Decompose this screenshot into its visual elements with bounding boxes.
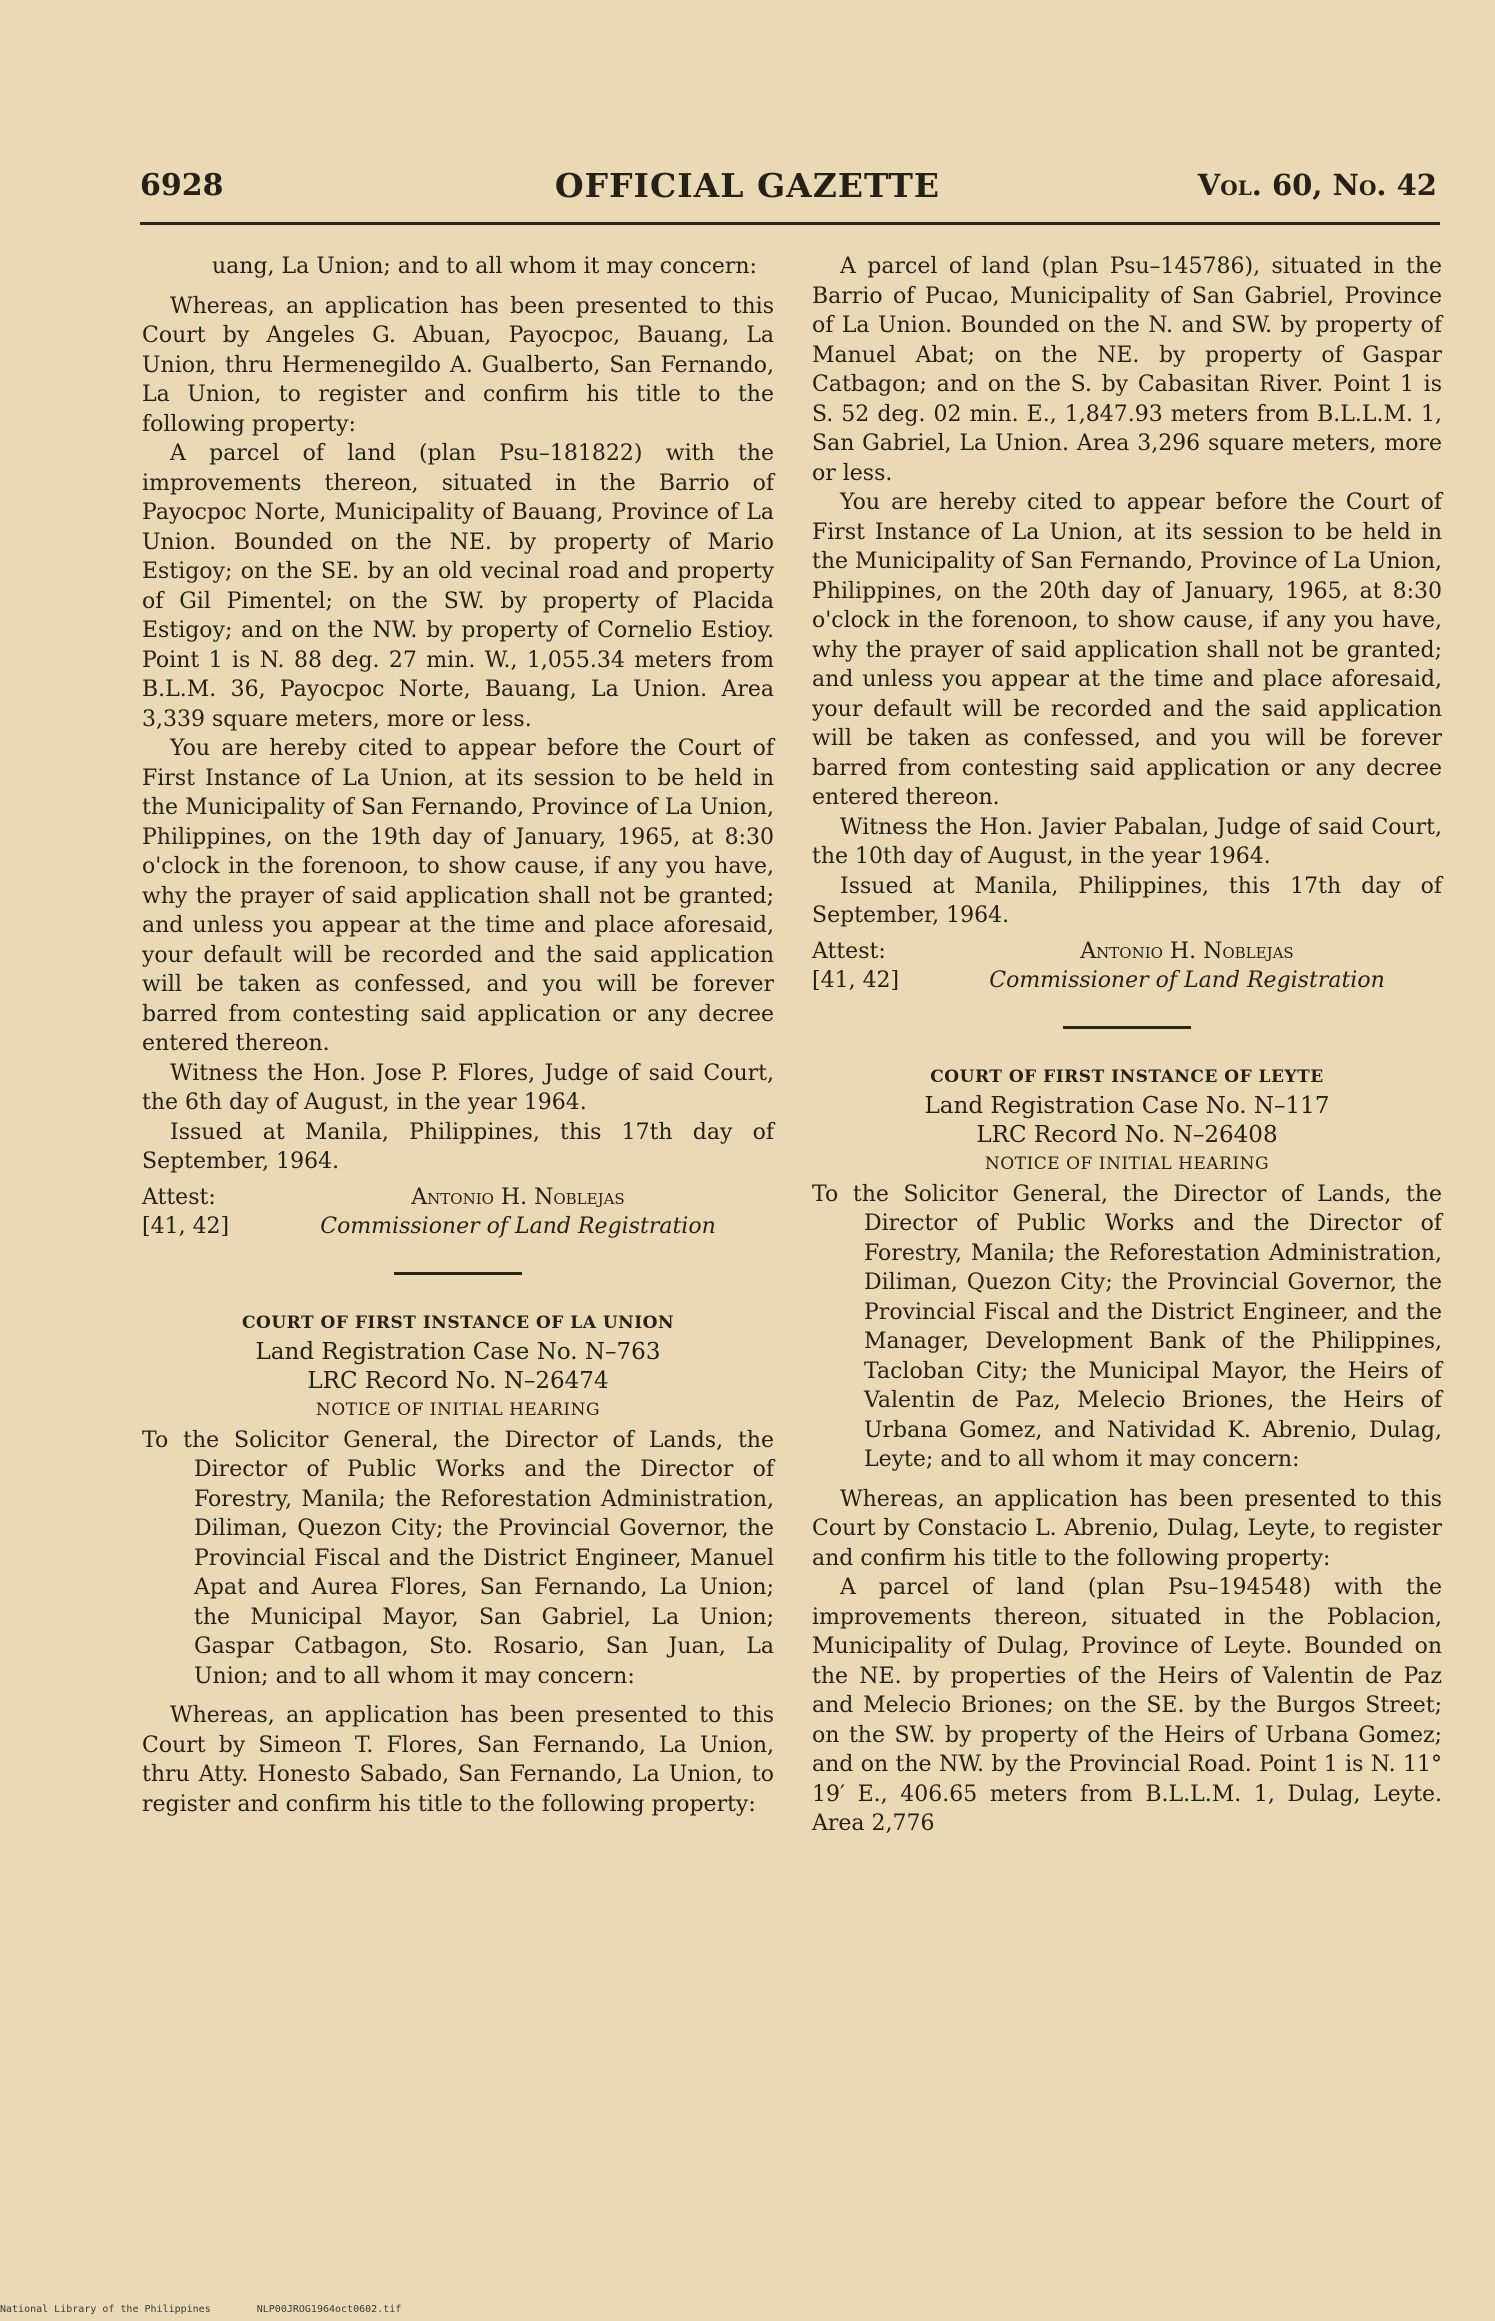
paragraph: Issued at Manila, Philippines, this 17th day of September, 1964. [812, 873, 1442, 928]
section-divider [394, 1272, 522, 1275]
paragraph: Whereas, an application has been presented to this Court by Constacio L. Abrenio, Dulag, Leyte, to register and confirm his title to the following property: [812, 1486, 1442, 1571]
record-number: LRC Record No. N–26474 [307, 1368, 609, 1394]
file-name: NLP00JROG1964oct0602.tif [256, 2304, 402, 2315]
section-divider [1063, 1026, 1191, 1029]
page-number: 6928 [140, 168, 224, 203]
left-column [142, 252, 774, 1819]
attest-label: Attest: [812, 938, 886, 964]
volume-issue: Vol. 60, No. 42 [1197, 168, 1437, 202]
addressees: To the Solicitor General, the Director of Lands, the Director of Public Works and the Director of Forestry, Manila; the Reforestation Administration, Diliman, Quezon City; the Provincial Governor, the Provincial Fiscal and the District Engineer, Manuel Apat and Aurea Flores, San Fernando, La Union; the Municipal Mayor, San Gabriel, La Union; Gaspar Catbagon, Sto. Rosario, San Juan, La Union; and to all whom it may concern: [142, 1427, 774, 1689]
right-column [812, 252, 1442, 1839]
signatory-name: Antonio H. Noblejas [1080, 938, 1294, 964]
signatory-role: Commissioner of Land Registration [320, 1214, 716, 1239]
publication-title: OFFICIAL GAZETTE [554, 166, 941, 205]
signatory-name: Antonio H. Noblejas [411, 1184, 625, 1210]
signatory-role: Commissioner of Land Registration [989, 968, 1385, 993]
paragraph: You are hereby cited to appear before the Court of First Instance of La Union, at its session to be held in the Municipality of San Fernando, Province of La Union, Philippines, on the 20th day of January, 1965, at 8:30 o'clock in the forenoon, to show cause, if any you have, why the prayer of said application shall not be granted; and unless you appear at the time and place aforesaid, your default will be recorded and the said application will be taken as confessed, and you will be forever barred from contesting said application or any decree entered thereon. [812, 490, 1442, 810]
header-rule [140, 222, 1440, 225]
paragraph: Whereas, an application has been presented to this Court by Simeon T. Flores, San Fernando, La Union, thru Atty. Honesto Sabado, San Fernando, La Union, to register and confirm his title to the following property: [142, 1703, 774, 1817]
issue-reference: [41, 42] [812, 968, 900, 993]
signature-block [142, 1183, 774, 1242]
paragraph: You are hereby cited to appear before the Court of First Instance of La Union, at its session to be held in the Municipality of San Fernando, Province of La Union, Philippines, on the 19th day of January, 1965, at 8:30 o'clock in the forenoon, to show cause, if any you have, why the prayer of said application shall not be granted; and unless you appear at the time and place aforesaid, your default will be recorded and the said application will be taken as confessed, and you will be forever barred from contesting said application or any decree entered thereon. [142, 736, 774, 1056]
paragraph: A parcel of land (plan Psu–181822) with the improvements thereon, situated in the Barrio of Payocpoc Norte, Municipality of Bauang, Province of La Union. Bounded on the NE. by property of Mario Estigoy; on the SE. by an old vecinal road and property of Gil Pimentel; on the SW. by property of Placida Estigoy; and on the NW. by property of Cornelio Estioy. Point 1 is N. 88 deg. 27 min. W., 1,055.34 meters from B.L.M. 36, Payocpoc Norte, Bauang, La Union. Area 3,339 square meters, more or less. [142, 441, 774, 732]
court-heading: COURT OF FIRST INSTANCE OF LA UNION [242, 1312, 674, 1333]
record-number: LRC Record No. N–26408 [976, 1122, 1278, 1148]
paragraph: uang, La Union; and to all whom it may concern: [212, 254, 757, 279]
signature-block [812, 937, 1442, 996]
court-heading: COURT OF FIRST INSTANCE OF LEYTE [930, 1066, 1324, 1087]
paragraph: A parcel of land (plan Psu–145786), situated in the Barrio of Pucao, Municipality of San Gabriel, Province of La Union. Bounded on the N. and SW. by property of Manuel Abat; on the NE. by property of Gaspar Catbagon; and on the S. by Cabasitan River. Point 1 is S. 52 deg. 02 min. E., 1,847.93 meters from B.L.L.M. 1, San Gabriel, La Union. Area 3,296 square meters, more or less. [812, 254, 1442, 486]
case-number: Land Registration Case No. N–117 [924, 1093, 1330, 1119]
paragraph: Issued at Manila, Philippines, this 17th day of September, 1964. [142, 1119, 774, 1174]
notice-heading: NOTICE OF INITIAL HEARING [984, 1154, 1270, 1174]
library-credit: National Library of the Philippines [0, 2304, 211, 2315]
paragraph: A parcel of land (plan Psu–194548) with the improvements thereon, situated in the Poblacion, Municipality of Dulag, Province of Leyte. Bounded on the NE. by properties of the Heirs of Valentin de Paz and Melecio Briones; on the SE. by the Burgos Street; on the SW. by property of the Heirs of Urbana Gomez; and on the NW. by the Provincial Road. Point 1 is N. 11° 19′ E., 406.65 meters from B.L.L.M. 1, Dulag, Leyte. Area 2,776 [812, 1575, 1442, 1836]
paragraph: Witness the Hon. Javier Pabalan, Judge of said Court, the 10th day of August, in the year 1964. [812, 814, 1442, 869]
paragraph: Whereas, an application has been presented to this Court by Angeles G. Abuan, Payocpoc, Bauang, La Union, thru Hermenegildo A. Gualberto, San Fernando, La Union, to register and confirm his title to the following property: [142, 293, 774, 437]
scan-footer [0, 2304, 441, 2315]
case-number: Land Registration Case No. N–763 [255, 1339, 661, 1365]
paragraph: Witness the Hon. Jose P. Flores, Judge of said Court, the 6th day of August, in the year 1964. [142, 1060, 774, 1115]
attest-label: Attest: [142, 1184, 216, 1210]
notice-heading: NOTICE OF INITIAL HEARING [315, 1400, 601, 1420]
addressees: To the Solicitor General, the Director of Lands, the Director of Public Works and the Director of Forestry, Manila; the Reforestation Administration, Diliman, Quezon City; the Provincial Governor, the Provincial Fiscal and the District Engineer, and the Manager, Development Bank of the Philippines, Tacloban City; the Municipal Mayor, the Heirs of Valentin de Paz, Melecio Briones, the Heirs of Urbana Gomez, and Natividad K. Abrenio, Dulag, Leyte; and to all whom it may concern: [812, 1181, 1442, 1472]
issue-reference: [41, 42] [142, 1214, 230, 1239]
